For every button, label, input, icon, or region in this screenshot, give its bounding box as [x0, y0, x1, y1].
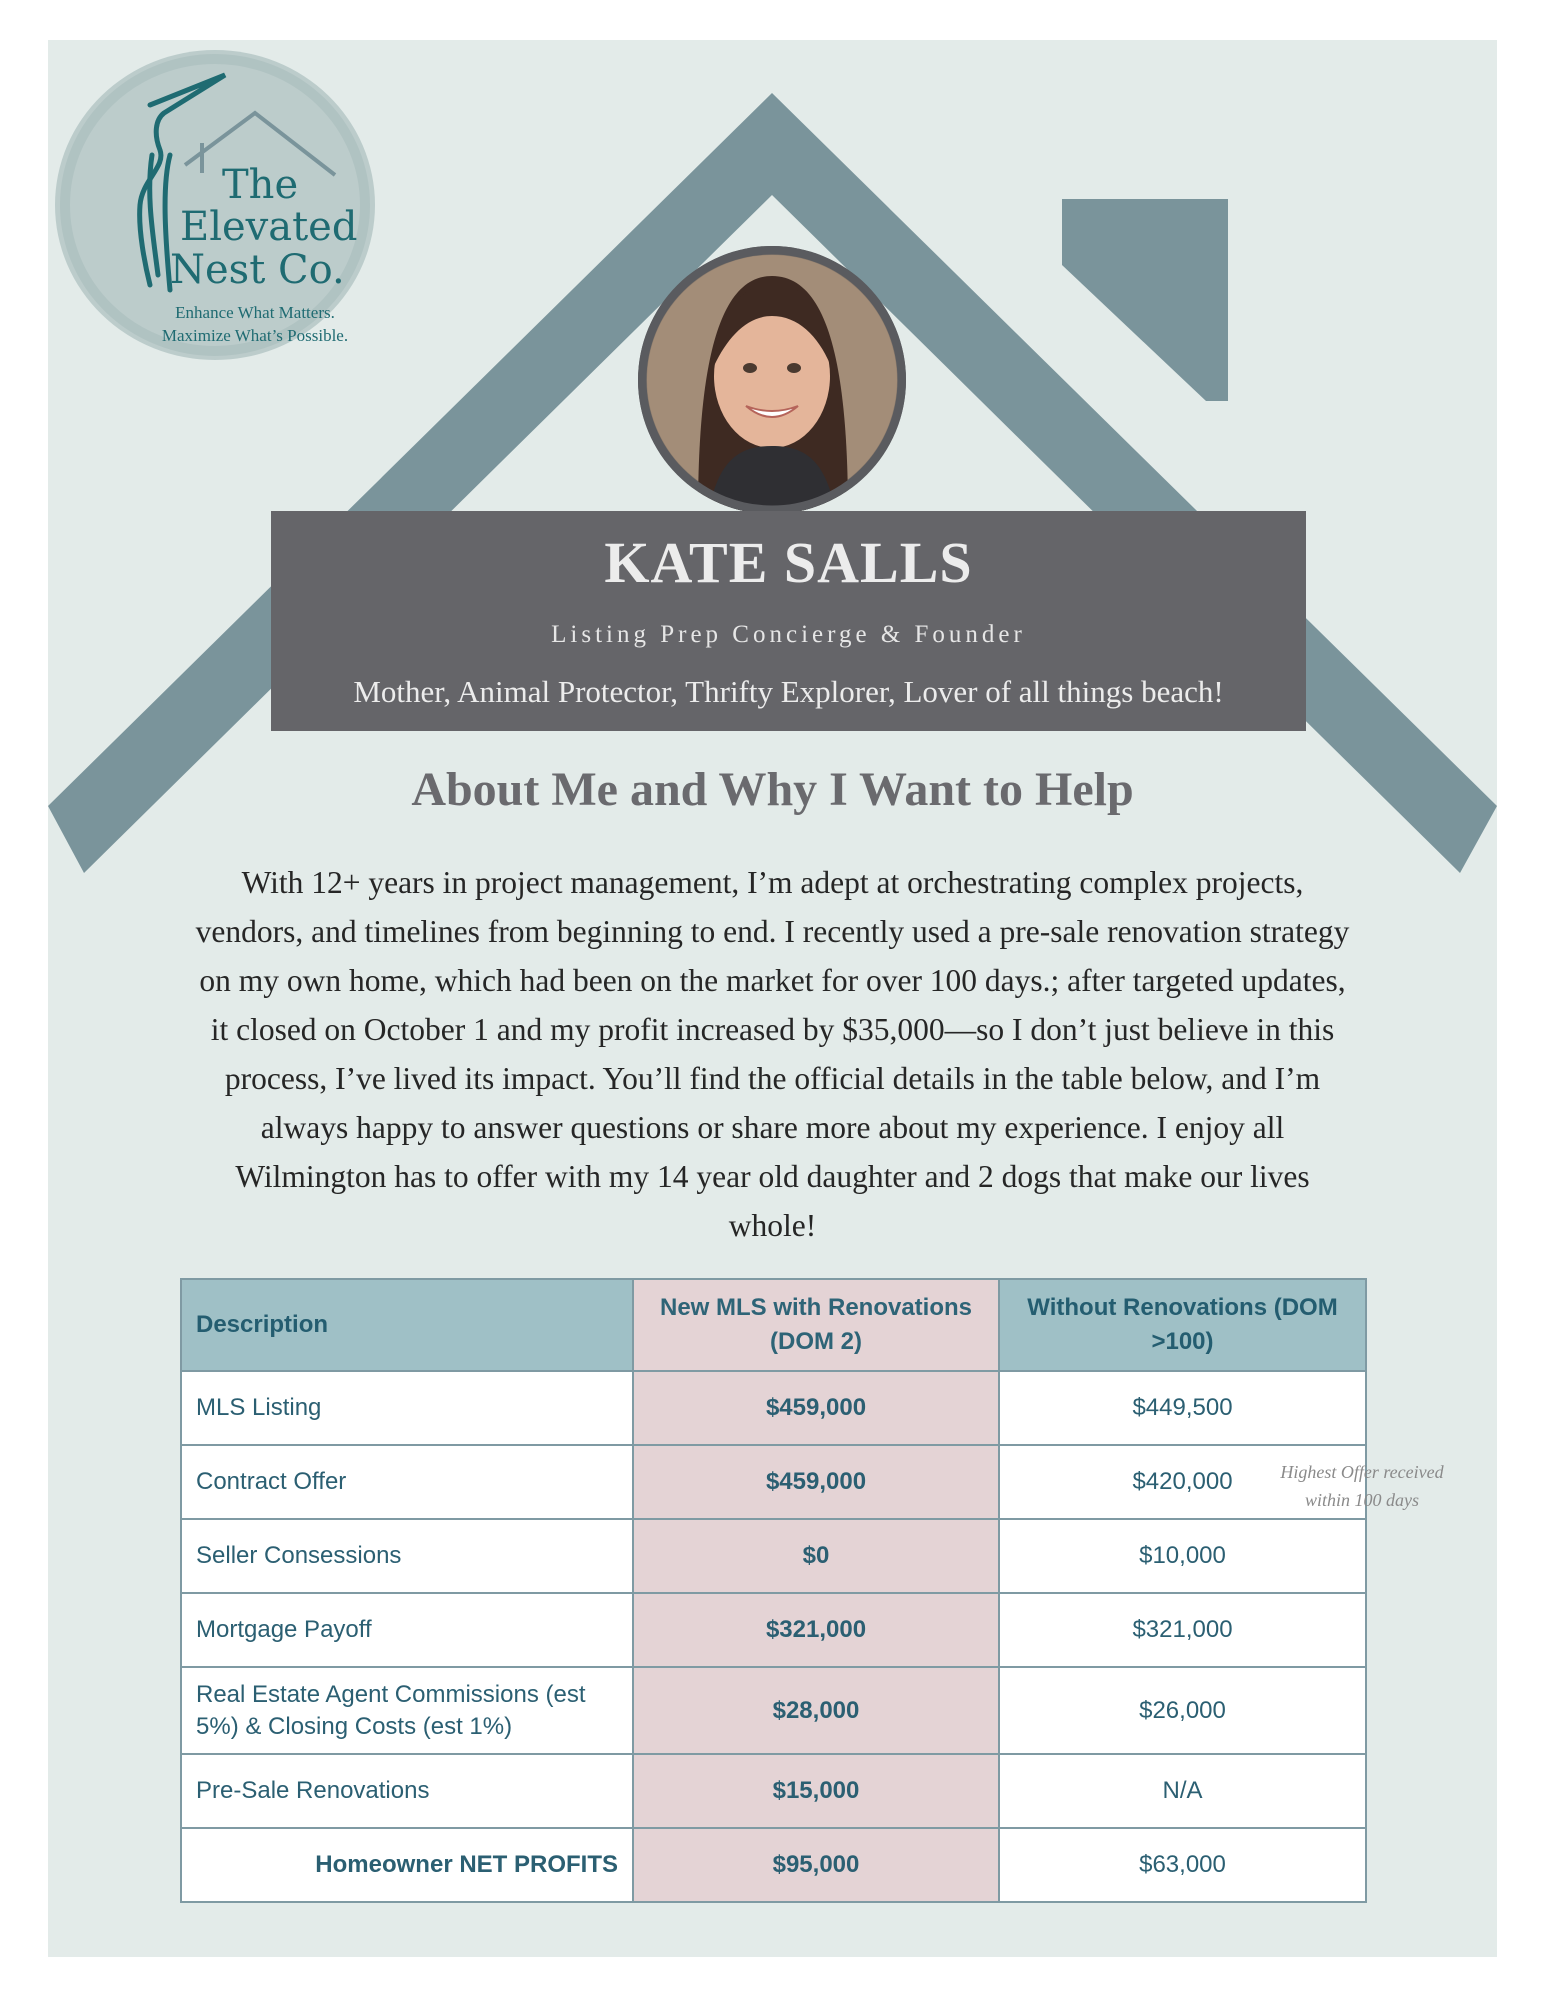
row-description: Mortgage Payoff — [181, 1593, 633, 1667]
row-without-value: $26,000 — [999, 1667, 1366, 1754]
profile-banner — [271, 511, 1306, 731]
row-with-value: $28,000 — [633, 1667, 999, 1754]
about-heading: About Me and Why I Want to Help — [411, 763, 1134, 816]
chimney-shape — [1062, 199, 1228, 401]
row-description: MLS Listing — [181, 1371, 633, 1445]
row-description: Contract Offer — [181, 1445, 633, 1519]
profile-photo — [638, 246, 906, 514]
logo-tagline-2: Maximize What’s Possible. — [161, 326, 349, 345]
company-logo — [50, 45, 390, 365]
header-description: Description — [181, 1279, 633, 1371]
table-total-row — [181, 1828, 1366, 1902]
table-row — [181, 1445, 1366, 1519]
row-with-value: $459,000 — [633, 1371, 999, 1445]
profile-name: KATE SALLS — [604, 530, 973, 595]
row-without-value: $449,500 — [999, 1371, 1366, 1445]
comparison-table — [180, 1278, 1367, 1903]
row-with-value: $15,000 — [633, 1754, 999, 1828]
logo-tagline-1: Enhance What Matters. — [175, 303, 335, 322]
row-description: Pre-Sale Renovations — [181, 1754, 633, 1828]
header-without-renovations: Without Renovations (DOM >100) — [999, 1279, 1366, 1371]
row-without-value: N/A — [999, 1754, 1366, 1828]
row-description: Real Estate Agent Commissions (est 5%) & Closing Costs (est 1%) — [181, 1667, 633, 1754]
row-description: Seller Consessions — [181, 1519, 633, 1593]
table-row — [181, 1519, 1366, 1593]
table-row — [181, 1593, 1366, 1667]
profile-tagline: Mother, Animal Protector, Thrifty Explorer, Lover of all things beach! — [353, 674, 1224, 709]
about-paragraph: With 12+ years in project management, I’m adept at orchestrating complex projects, vendors, and timelines from beginning to end. I recently used a pre-sale renovation strategy on my own home, which had been on the market for over 100 days.; after targeted updates, it closed on October 1 and my profit increased by $35,000—so I don’t just believe in this process, I’ve lived its impact. You’ll find the official details in the table below, and I’m always happy to answer questions or share more about my experience. I enjoy all Wilmington has to offer with my 14 year old daughter and 2 dogs that make our lives whole! — [195, 865, 1350, 1243]
row-description: Homeowner NET PROFITS — [181, 1828, 633, 1902]
row-without-value: $63,000 — [999, 1828, 1366, 1902]
row-without-value: $420,000 — [999, 1445, 1366, 1519]
row-with-value: $321,000 — [633, 1593, 999, 1667]
table-row — [181, 1754, 1366, 1828]
logo-line-3: Nest Co. — [170, 247, 345, 293]
highest-offer-note: Highest Offer received within 100 days — [1280, 1462, 1444, 1510]
table-row — [181, 1667, 1366, 1754]
row-with-value: $95,000 — [633, 1828, 999, 1902]
row-with-value: $0 — [633, 1519, 999, 1593]
logo-line-2: Elevated — [180, 204, 358, 250]
row-without-value: $10,000 — [999, 1519, 1366, 1593]
logo-line-1: The — [222, 162, 299, 208]
header-with-renovations: New MLS with Renovations (DOM 2) — [633, 1279, 999, 1371]
row-without-value: $321,000 — [999, 1593, 1366, 1667]
profile-role: Listing Prep Concierge & Founder — [551, 621, 1026, 648]
table-row — [181, 1371, 1366, 1445]
table-header-row — [181, 1279, 1366, 1371]
row-with-value: $459,000 — [633, 1445, 999, 1519]
